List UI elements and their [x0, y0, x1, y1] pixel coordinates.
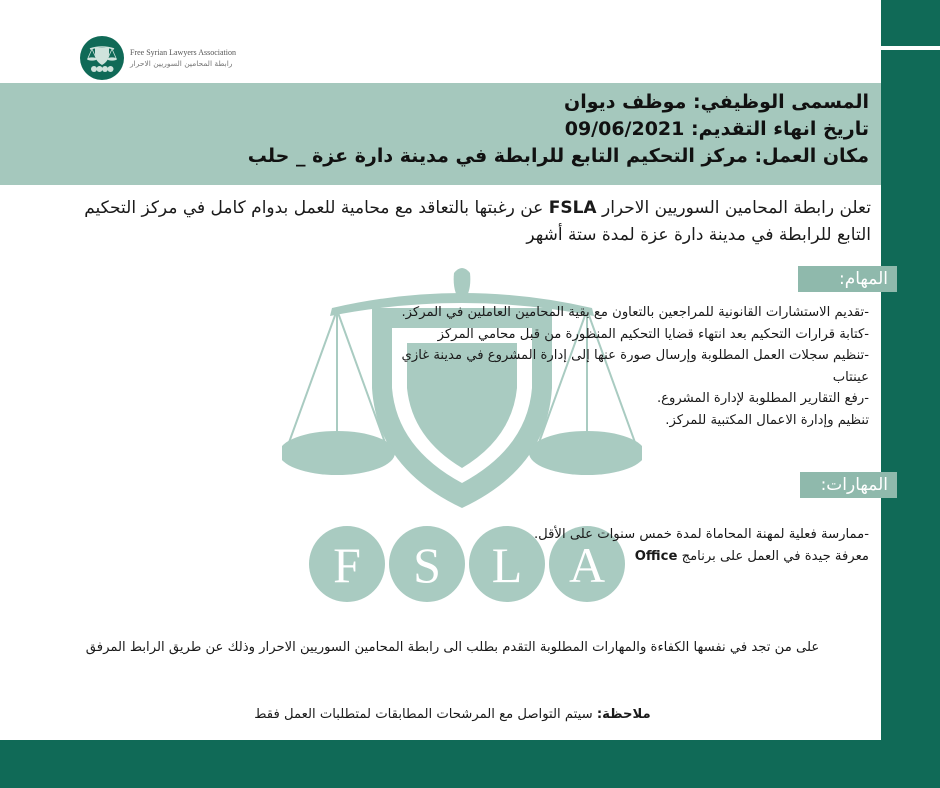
skill-item [449, 546, 869, 568]
skill-item: -ممارسة فعلية لمهنة المحاماة لمدة خمس سنوات على الأقل. [533, 527, 869, 542]
right-accent-bar-top [881, 0, 940, 46]
location-line [248, 143, 869, 170]
job-title-line [248, 89, 869, 116]
watermark-letter-l: L [491, 537, 523, 593]
skills-list [449, 524, 869, 567]
task-item: -كتابة قرارات التحكيم بعد انتهاء قضايا التحكيم المنظورة من قبل محامي المركز [437, 326, 869, 342]
organization-name-ar: رابطة المحامين السوريين الاحرار [130, 59, 233, 68]
skill-item-software: Office [634, 548, 678, 564]
location-label: مكان العمل: [754, 145, 869, 167]
tasks-list [369, 302, 869, 431]
bottom-accent-bar [0, 740, 940, 788]
skills-heading: المهارات: [800, 472, 897, 498]
intro-acronym: FSLA [548, 198, 597, 218]
announcement-intro [51, 195, 871, 249]
intro-part2: عن رغبتها بالتعاقد مع محامية للعمل بدوام كامل في مركز التحكيم التابع للرابطة في مدينة دارة عزة لمدة ستة أشهر [84, 198, 871, 245]
job-header-band [0, 83, 881, 185]
watermark-letter-s: S [413, 537, 441, 593]
organization-name-en: Free Syrian Lawyers Association [130, 48, 236, 57]
task-item: تنظيم وإدارة الاعمال المكتبية للمركز. [665, 412, 869, 428]
task-item: -تنظيم سجلات العمل المطلوبة وإرسال صورة عنها إلى إدارة المشروع في مدينة غازي عينتاب [401, 348, 869, 385]
skill-item-text: معرفة جيدة في العمل على برنامج [681, 548, 869, 564]
watermark-letter-f: F [333, 537, 361, 593]
job-title-label: المسمى الوظيفي: [692, 91, 869, 113]
location-value: مركز التحكيم التابع للرابطة في مدينة دارة عزة _ حلب [247, 145, 748, 167]
tasks-heading: المهام: [798, 266, 897, 292]
right-accent-bar [881, 50, 940, 788]
organization-logo [80, 36, 236, 80]
job-title-value: موظف ديوان [564, 91, 687, 113]
watermark-letter-a: A [568, 537, 606, 593]
application-instructions: على من تجد في نفسها الكفاءة والمهارات المطلوبة التقدم بطلب الى رابطة المحامين السوريين الاحرار وذلك عن طريق الرابط المرفق [85, 640, 820, 655]
task-item: -رفع التقارير المطلوبة لإدارة المشروع. [656, 391, 869, 406]
deadline-value: 09/06/2021 [564, 118, 685, 140]
note-text: سيتم التواصل مع المرشحات المطابقات لمتطلبات العمل فقط [254, 707, 593, 722]
deadline-label: تاريخ انهاء التقديم: [691, 118, 869, 140]
task-item: -تقديم الاستشارات القانونية للمراجعين بالتعاون مع بقية المحامين العاملين في المركز. [401, 305, 869, 320]
scales-of-justice-logo-icon [80, 36, 124, 80]
deadline-line [248, 116, 869, 143]
note-label: ملاحظة: [596, 707, 651, 722]
note [80, 704, 825, 726]
intro-part1: تعلن رابطة المحامين السوريين الاحرار [601, 198, 871, 218]
